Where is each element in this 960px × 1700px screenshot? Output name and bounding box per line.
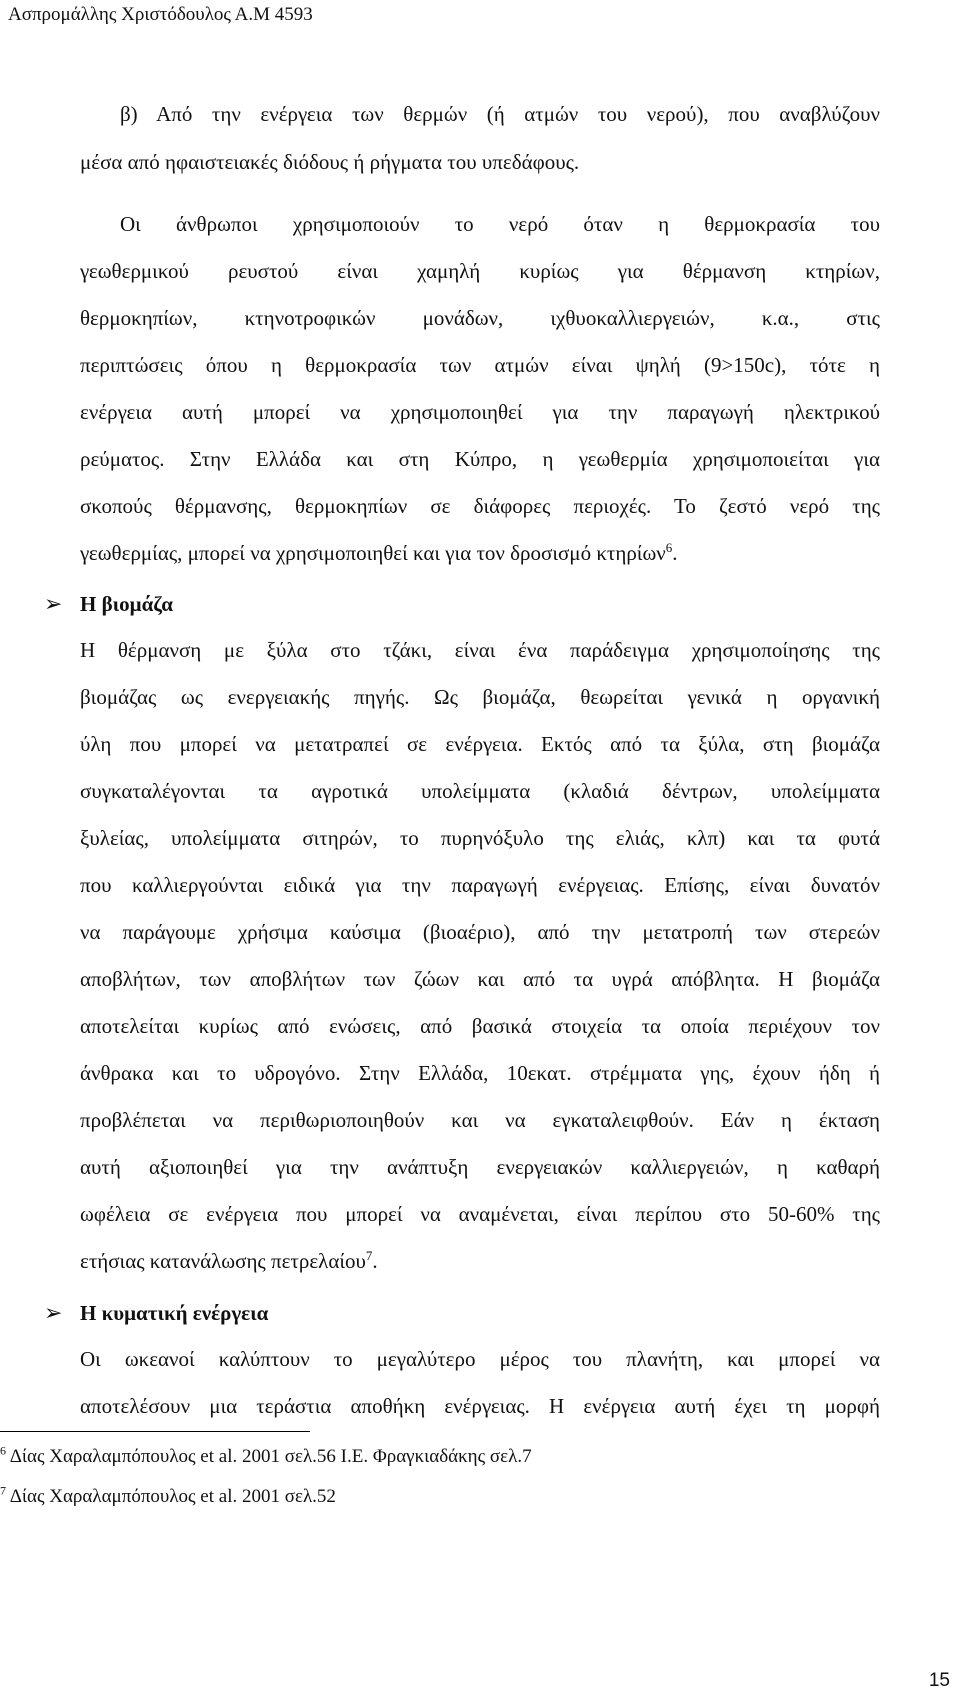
page-number: 15 <box>928 1670 950 1691</box>
footnote-text: Δίας Χαραλαμπόπουλος et al. 2001 σελ.56 Ι.Ε. Φραγκιαδάκης σελ.7 <box>6 1446 532 1467</box>
footnote-number: 7 <box>0 1483 6 1498</box>
bullet-arrow-icon: ➢ <box>44 1300 63 1325</box>
footnote-number: 6 <box>0 1443 6 1458</box>
biomass-heading: Η βιομάζα <box>80 592 173 616</box>
footnote-text: Δίας Χαραλαμπόπουλος et al. 2001 σελ.52 <box>6 1486 336 1507</box>
wave-heading: Η κυματική ενέργεια <box>80 1301 269 1325</box>
biomass-line: ξυλείας, υπολείμματα σιτηρών, το πυρηνόξυλο της ελιάς, κλπ) και τα φυτά <box>80 826 880 850</box>
biomass-line: ύλη που μπορεί να μετατραπεί σε ενέργεια. Εκτός από τα ξύλα, στη βιομάζα <box>80 732 880 756</box>
biomass-line-last <box>80 1249 880 1274</box>
biomass-line: βιομάζας ως ενεργειακής πηγής. Ως βιομάζα, θεωρείται γενικά η οργανική <box>80 685 880 709</box>
para2-line-last <box>80 541 880 566</box>
biomass-line: που καλλιεργούνται ειδικά για την παραγωγή ενέργειας. Επίσης, είναι δυνατόν <box>80 873 880 897</box>
footnote-separator <box>0 1431 310 1432</box>
para1-line: β) Από την ενέργεια των θερμών (ή ατμών του νερού), που αναβλύζουν <box>120 102 880 126</box>
footnote-ref-7[interactable]: 7 <box>365 1248 373 1263</box>
para2-line: περιπτώσεις όπου η θερμοκρασία των ατμών είναι ψηλή (9>150c), τότε η <box>80 353 880 377</box>
para1-line: μέσα από ηφαιστειακές διόδους ή ρήγματα του υπεδάφους. <box>80 150 580 174</box>
biomass-line: αποβλήτων, των αποβλήτων των ζώων και από τα υγρά απόβλητα. Η βιομάζα <box>80 967 880 991</box>
biomass-end: . <box>372 1249 378 1273</box>
para2-line: ενέργεια αυτή μπορεί να χρησιμοποιηθεί για την παραγωγή ηλεκτρικού <box>80 400 880 424</box>
para2-text: γεωθερμίας, μπορεί να χρησιμοποιηθεί και για τον δροσισμό κτηρίων <box>80 541 666 565</box>
biomass-text: ετήσιας κατανάλωσης πετρελαίου <box>80 1249 366 1273</box>
para2-line: γεωθερμικού ρευστού είναι χαμηλή κυρίως για θέρμανση κτηρίων, <box>80 259 880 283</box>
para2-line: θερμοκηπίων, κτηνοτροφικών μονάδων, ιχθυοκαλλιεργειών, κ.α., στις <box>80 306 880 330</box>
biomass-line: αυτή αξιοποιηθεί για την ανάπτυξη ενεργειακών καλλιεργειών, η καθαρή <box>80 1155 880 1179</box>
para2-line: Οι άνθρωποι χρησιμοποιούν το νερό όταν η θερμοκρασία του <box>120 212 880 236</box>
para2-line: ρεύματος. Στην Ελλάδα και στη Κύπρο, η γεωθερμία χρησιμοποιείται για <box>80 447 880 471</box>
para2-end: . <box>672 541 678 565</box>
biomass-line: προβλέπεται να περιθωριοποιηθούν και να εγκαταλειφθούν. Εάν η έκταση <box>80 1108 880 1132</box>
biomass-line: ωφέλεια σε ενέργεια που μπορεί να αναμένεται, είναι περίπου στο 50-60% της <box>80 1202 880 1226</box>
para2-line: σκοπούς θέρμανσης, θερμοκηπίων σε διάφορες περιοχές. Το ζεστό νερό της <box>80 494 880 518</box>
footnote-7 <box>0 1483 336 1508</box>
footnote-6 <box>0 1443 532 1468</box>
biomass-line: άνθρακα και το υδρογόνο. Στην Ελλάδα, 10εκατ. στρέμματα γης, έχουν ήδη ή <box>80 1061 880 1085</box>
footnote-ref-6[interactable]: 6 <box>665 540 673 555</box>
biomass-line: Η θέρμανση με ξύλα στο τζάκι, είναι ένα παράδειγμα χρησιμοποίησης της <box>80 638 880 662</box>
biomass-line: να παράγουμε χρήσιμα καύσιμα (βιοαέριο), από την μετατροπή των στερεών <box>80 920 880 944</box>
running-header: Ασπρομάλλης Χριστόδουλος Α.Μ 4593 <box>8 4 313 25</box>
biomass-line: αποτελείται κυρίως από ενώσεις, από βασικά στοιχεία τα οποία περιέχουν τον <box>80 1014 880 1038</box>
wave-line: Οι ωκεανοί καλύπτουν το μεγαλύτερο μέρος του πλανήτη, και μπορεί να <box>80 1347 880 1371</box>
biomass-line: συγκαταλέγονται τα αγροτικά υπολείμματα (κλαδιά δέντρων, υπολείμματα <box>80 779 880 803</box>
bullet-arrow-icon: ➢ <box>44 591 63 616</box>
wave-line: αποτελέσουν μια τεράστια αποθήκη ενέργειας. Η ενέργεια αυτή έχει τη μορφή <box>80 1394 880 1418</box>
